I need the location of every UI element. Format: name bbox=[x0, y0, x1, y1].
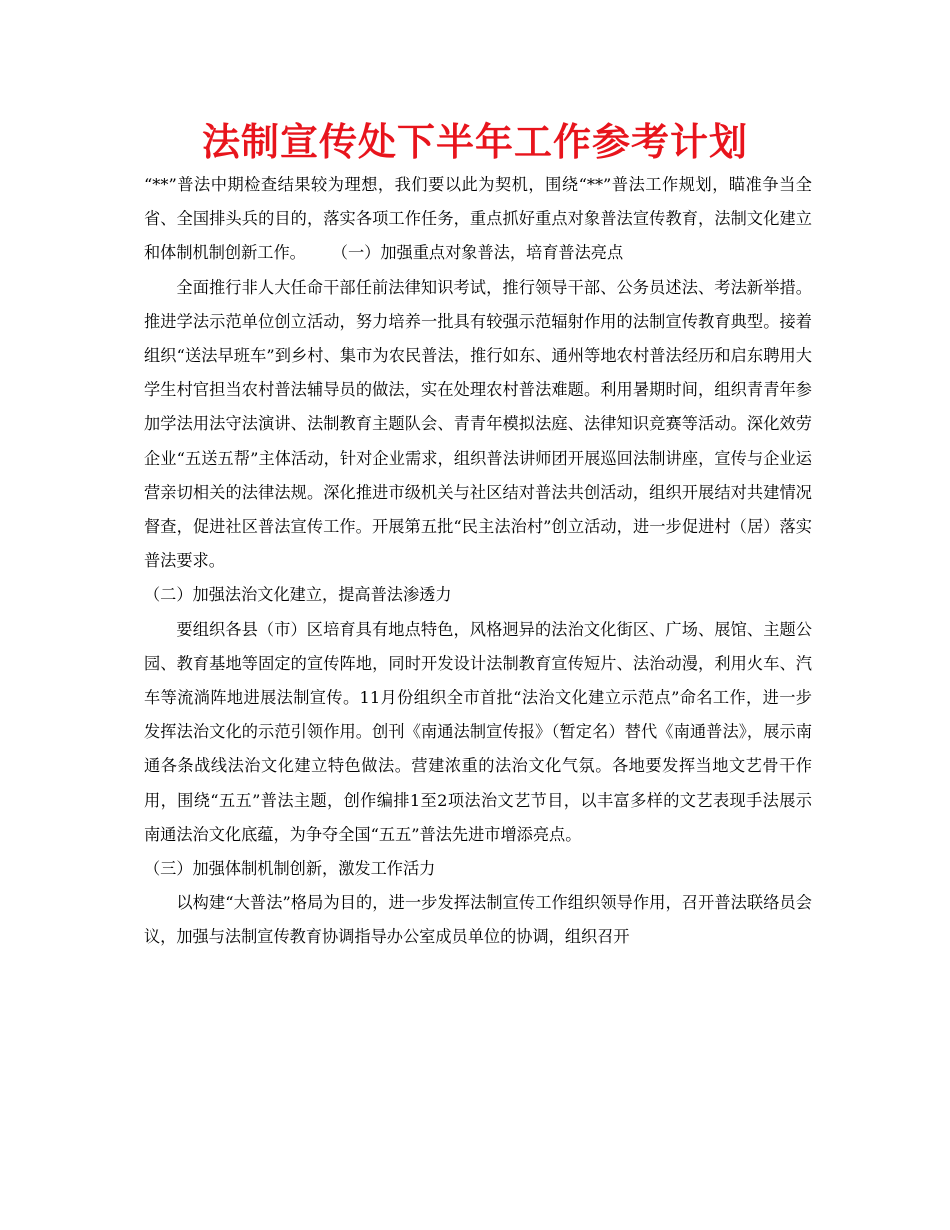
intro-text: “**”普法中期检查结果较为理想，我们要以此为契机，围绕“**”普法工作规划，瞄准争当全省、全国排头兵的目的，落实各项工作任务，重点抓好重点对象普法宣传教育，法制文化建立和体制机制创新工作。 bbox=[144, 175, 812, 263]
section2-paragraph: 要组织各县（市）区培育具有地点特色，风格迥异的法治文化街区、广场、展馆、主题公园、教育基地等固定的宣传阵地，同时开发设计法制教育宣传短片、法治动漫，利用火车、汽车等流淌阵地进展法制宣传。11月份组织全市首批“法治文化建立示范点”命名工作，进一步发挥法治文化的示范引领作用。创刊《南通法制宣传报》（暂定名）替代《南通普法》，展示南通各条战线法治文化建立特色做法。营建浓重的法治文化气氛。各地要发挥当地文艺骨干作用，围绕“五五”普法主题，创作编排1至2项法治文艺节目，以丰富多样的文艺表现手法展示南通法治文化底蕴，为争夺全国“五五”普法先进市增添亮点。 bbox=[144, 619, 812, 844]
intro-paragraph bbox=[144, 168, 812, 271]
section2-heading: （二）加强法治文化建立，提高普法渗透力 bbox=[144, 585, 452, 605]
section3-paragraph: 以构建“大普法”格局为目的，进一步发挥法制宣传工作组织领导作用，召开普法联络员会议，加强与法制宣传教育协调指导办公室成员单位的协调，组织召开 bbox=[144, 893, 812, 947]
section1-heading: （一）加强重点对象普法，培育普法亮点 bbox=[339, 243, 624, 263]
section1-paragraph: 全面推行非人大任命干部任前法律知识考试，推行领导干部、公务员述法、考法新举措。推进学法示范单位创立活动，努力培养一批具有较强示范辐射作用的法制宣传教育典型。接着组织“送法早班车”到乡村、集市为农民普法，推行如东、通州等地农村普法经历和启东聘用大学生村官担当农村普法辅导员的做法，实在处理农村普法难题。利用暑期时间，组织青青年参加学法用法守法演讲、法制教育主题队会、青青年模拟法庭、法律知识竞赛等活动。深化效劳企业“五送五帮”主体活动，针对企业需求，组织普法讲师团开展巡回法制讲座，宣传与企业运营亲切相关的法律法规。深化推进市级机关与社区结对普法共创活动，组织开展结对共建情况督查，促进社区普法宣传工作。开展第五批“民主法治村”创立活动，进一步促进村（居）落实普法要求。 bbox=[144, 277, 812, 571]
section3-heading: （三）加强体制机制创新，激发工作活力 bbox=[144, 859, 436, 879]
document-body bbox=[144, 168, 812, 955]
document-title: 法制宣传处下半年工作参考计划 bbox=[201, 120, 748, 164]
